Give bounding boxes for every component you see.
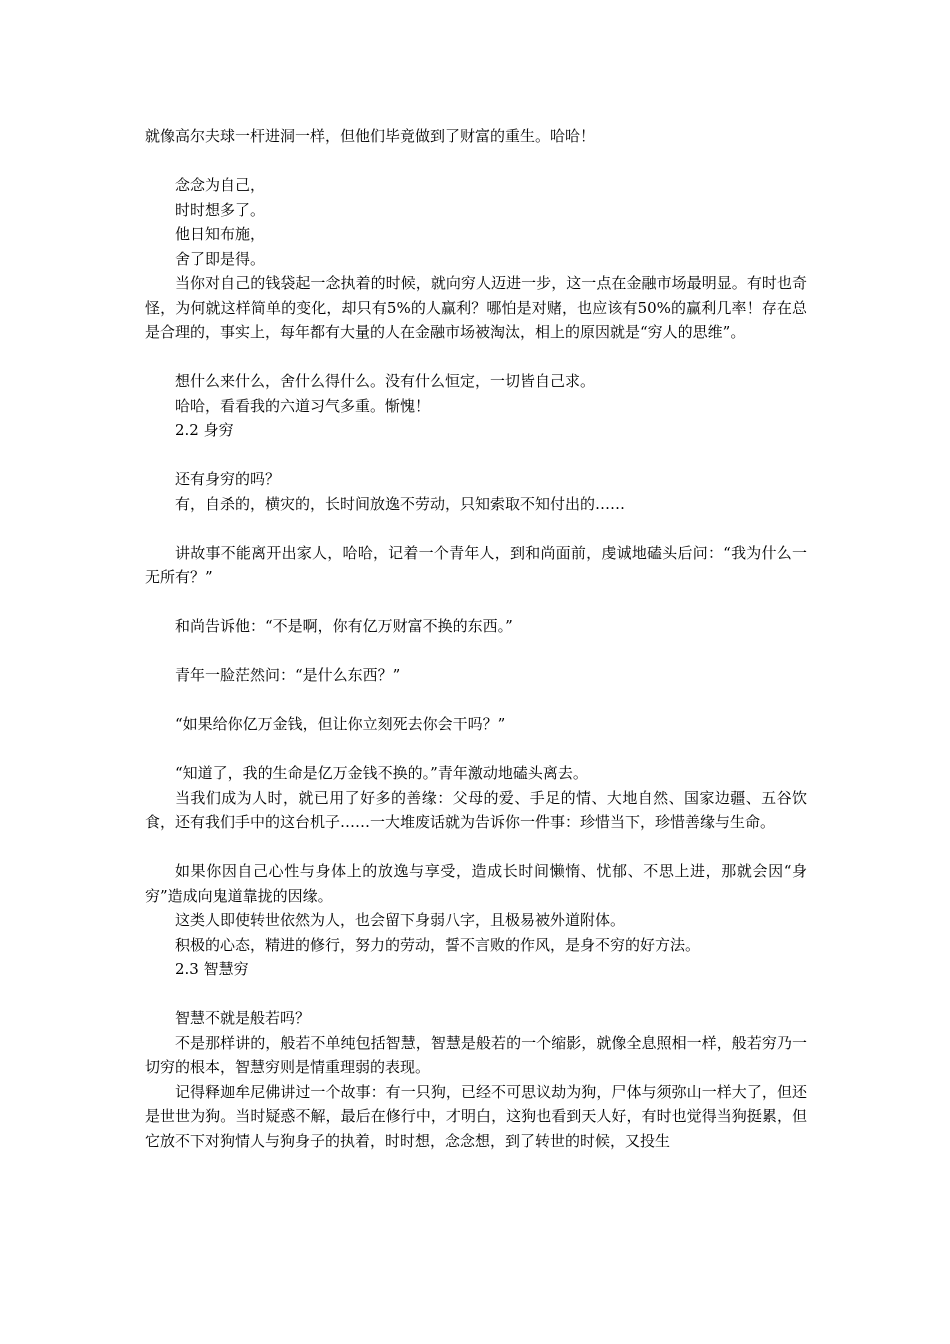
paragraph: 当我们成为人时，就已用了好多的善缘：父母的爱、手足的情、大地自然、国家边疆、五谷饮食，还有我们手中的这台机子……一大堆废话就为告诉你一件事：珍惜当下，珍惜善缘与生命。 (145, 788, 807, 831)
blank-line (145, 639, 807, 664)
section-heading: 2.2 身穷 (175, 421, 234, 439)
paragraph: 如果你因自己心性与身体上的放逸与享受，造成长时间懒惰、忧郁、不思上进，那就会因“身穷”造成向鬼道靠拢的因缘。 (145, 862, 807, 905)
paragraph: 和尚告诉他：“不是啊，你有亿万财富不换的东西。” (175, 617, 513, 635)
paragraph: 有，自杀的，横灾的，长时间放逸不劳动，只知索取不知付出的…… (175, 494, 626, 513)
blank-line (145, 688, 807, 713)
blank-line (145, 982, 807, 1007)
paragraph: 当你对自己的钱袋起一念执着的时候，就向穷人迈进一步，这一点在金融市场最明显。有时也奇怪，为何就这样简单的变化，却只有5%的人赢利？哪怕是对赌，也应该有50%的赢利几率！存在总是合理的，事实上，每年都有大量的人在金融市场被淘汰，相上的原因就是“穷人的思维”。 (145, 274, 807, 341)
paragraph: “如果给你亿万金钱，但让你立刻死去你会干吗？” (175, 715, 506, 733)
blank-line (145, 737, 807, 762)
paragraph: 智慧不就是般若吗？ (175, 1009, 311, 1027)
paragraph: 他日知布施， (175, 225, 266, 243)
blank-line (145, 443, 807, 468)
paragraph: “知道了，我的生命是亿万金钱不换的。”青年激动地磕头离去。 (175, 764, 588, 782)
paragraph: 哈哈，看看我的六道习气多重。惭愧！ (175, 396, 431, 415)
blank-line (145, 345, 807, 370)
paragraph: 还有身穷的吗？ (175, 470, 281, 488)
paragraph: 时时想多了。 (175, 200, 266, 219)
blank-line (145, 149, 807, 174)
paragraph: 这类人即使转世依然为人，也会留下身弱八字，且极易被外道附体。 (175, 911, 626, 929)
blank-line (145, 835, 807, 860)
paragraph: 不是那样讲的，般若不单纯包括智慧，智慧是般若的一个缩影，就像全息照相一样，般若穷乃一切穷的根本，智慧穷则是情重理弱的表现。 (145, 1033, 807, 1076)
paragraph: 舍了即是得。 (175, 249, 266, 268)
section-heading: 2.3 智慧穷 (175, 960, 249, 978)
paragraph: 想什么来什么，舍什么得什么。没有什么恒定，一切皆自己求。 (175, 372, 596, 390)
paragraph: 青年一脸茫然问：“是什么东西？” (175, 666, 401, 684)
document-body (145, 124, 807, 1153)
paragraph: 积极的心态，精进的修行，努力的劳动，誓不言败的作风，是身不穷的好方法。 (175, 935, 701, 954)
blank-line (145, 590, 807, 615)
paragraph: 讲故事不能离开出家人，哈哈，记着一个青年人，到和尚面前，虔诚地磕头后问：“我为什么一无所有？” (145, 543, 807, 586)
paragraph: 记得释迦牟尼佛讲过一个故事：有一只狗，已经不可思议劫为狗，尸体与须弥山一样大了，但还是世世为狗。当时疑惑不解，最后在修行中，才明白，这狗也看到天人好，有时也觉得当狗挺累，但它放不下对狗情人与狗身子的执着，时时想，念念想，到了转世的时候，又投生 (145, 1082, 807, 1150)
paragraph: 念念为自己， (175, 176, 266, 194)
blank-line (145, 516, 807, 541)
paragraph: 就像高尔夫球一杆进洞一样，但他们毕竟做到了财富的重生。哈哈！ (145, 127, 596, 145)
